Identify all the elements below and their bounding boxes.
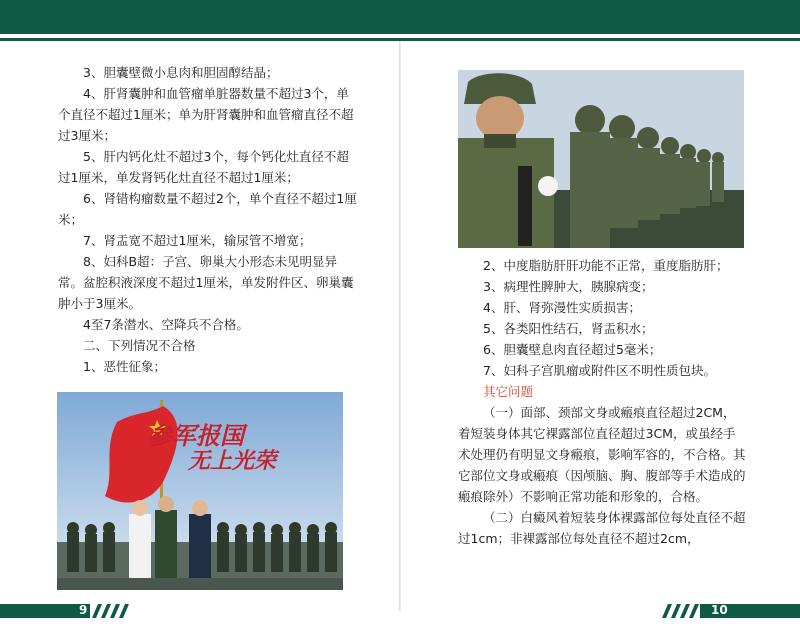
right-page-text bbox=[458, 255, 746, 549]
paragraph: 2、中度脂肪肝肝功能不正常，重度脂肪肝； bbox=[483, 258, 729, 273]
paragraph: 6、胆囊壁息肉直径超过5毫米； bbox=[483, 342, 662, 357]
soldiers-line-photo bbox=[458, 70, 744, 248]
footer-bar-left bbox=[0, 604, 90, 618]
paragraph: 6、肾错构瘤数量不超过2个，单个直径不超过1厘米； bbox=[58, 191, 357, 227]
footer-stripes-icon bbox=[92, 604, 132, 618]
paragraph: 7、妇科子宫肌瘤或附件区不明性质包块。 bbox=[483, 363, 716, 378]
page-number-left: 9 bbox=[79, 603, 88, 617]
page-number-right: 10 bbox=[711, 603, 728, 617]
paragraph: 3、胆囊壁微小息肉和胆固醇结晶； bbox=[83, 65, 279, 80]
paragraph: 5、各类阳性结石，肾盂积水； bbox=[483, 321, 654, 336]
paragraph: 5、肝内钙化灶不超过3个，每个钙化灶直径不超过1厘米，单发肾钙化灶直径不超过1厘米； bbox=[58, 149, 349, 185]
paragraph: （一）面部、颈部文身或瘢痕直径超过2CM，着短装身体其它裸露部位直径超过3CM，或虽经手术处理仍有明显文身瘢痕，影响军容的，不合格。其它部位文身或瘢痕（因颅脑、胸、腹部等手术造成的瘢痕除外）不影响正常功能和形象的，合格。 bbox=[458, 405, 746, 504]
paragraph: 1、恶性征象； bbox=[83, 359, 166, 374]
paragraph: 4至7条潜水、空降兵不合格。 bbox=[83, 317, 249, 332]
paragraph: 7、肾盂宽不超过1厘米，输尿管不增宽； bbox=[83, 233, 312, 248]
section-heading: 二、下列情况不合格 bbox=[83, 338, 196, 353]
paragraph: （二）白癜风着短装身体裸露部位每处直径不超过1cm；非裸露部位每处直径不超过2cm， bbox=[458, 510, 746, 546]
paragraph: 8、妇科B超：子宫、卵巢大小形态未见明显异常。盆腔积液深度不超过1厘米，单发附件区、卵巢囊肿小于3厘米。 bbox=[58, 254, 354, 311]
header-bar bbox=[0, 0, 800, 34]
paragraph: 3、病理性脾肿大，胰腺病变； bbox=[483, 279, 654, 294]
image-slogan-line2: 无上光荣 bbox=[188, 448, 277, 474]
subheading-other-issues: 其它问题 bbox=[483, 384, 534, 399]
paragraph: 4、肝、肾弥漫性实质损害； bbox=[483, 300, 641, 315]
page-spine bbox=[399, 41, 401, 611]
left-page-text bbox=[58, 62, 358, 377]
paragraph: 4、肝肾囊肿和血管瘤单脏器数量不超过3个，单个直径不超过1厘米；单为肝肾囊肿和血管瘤直径不超过3厘米； bbox=[58, 86, 354, 143]
image-slogan-line1: 参军报国 bbox=[148, 421, 244, 450]
footer-stripes-icon bbox=[660, 604, 700, 618]
